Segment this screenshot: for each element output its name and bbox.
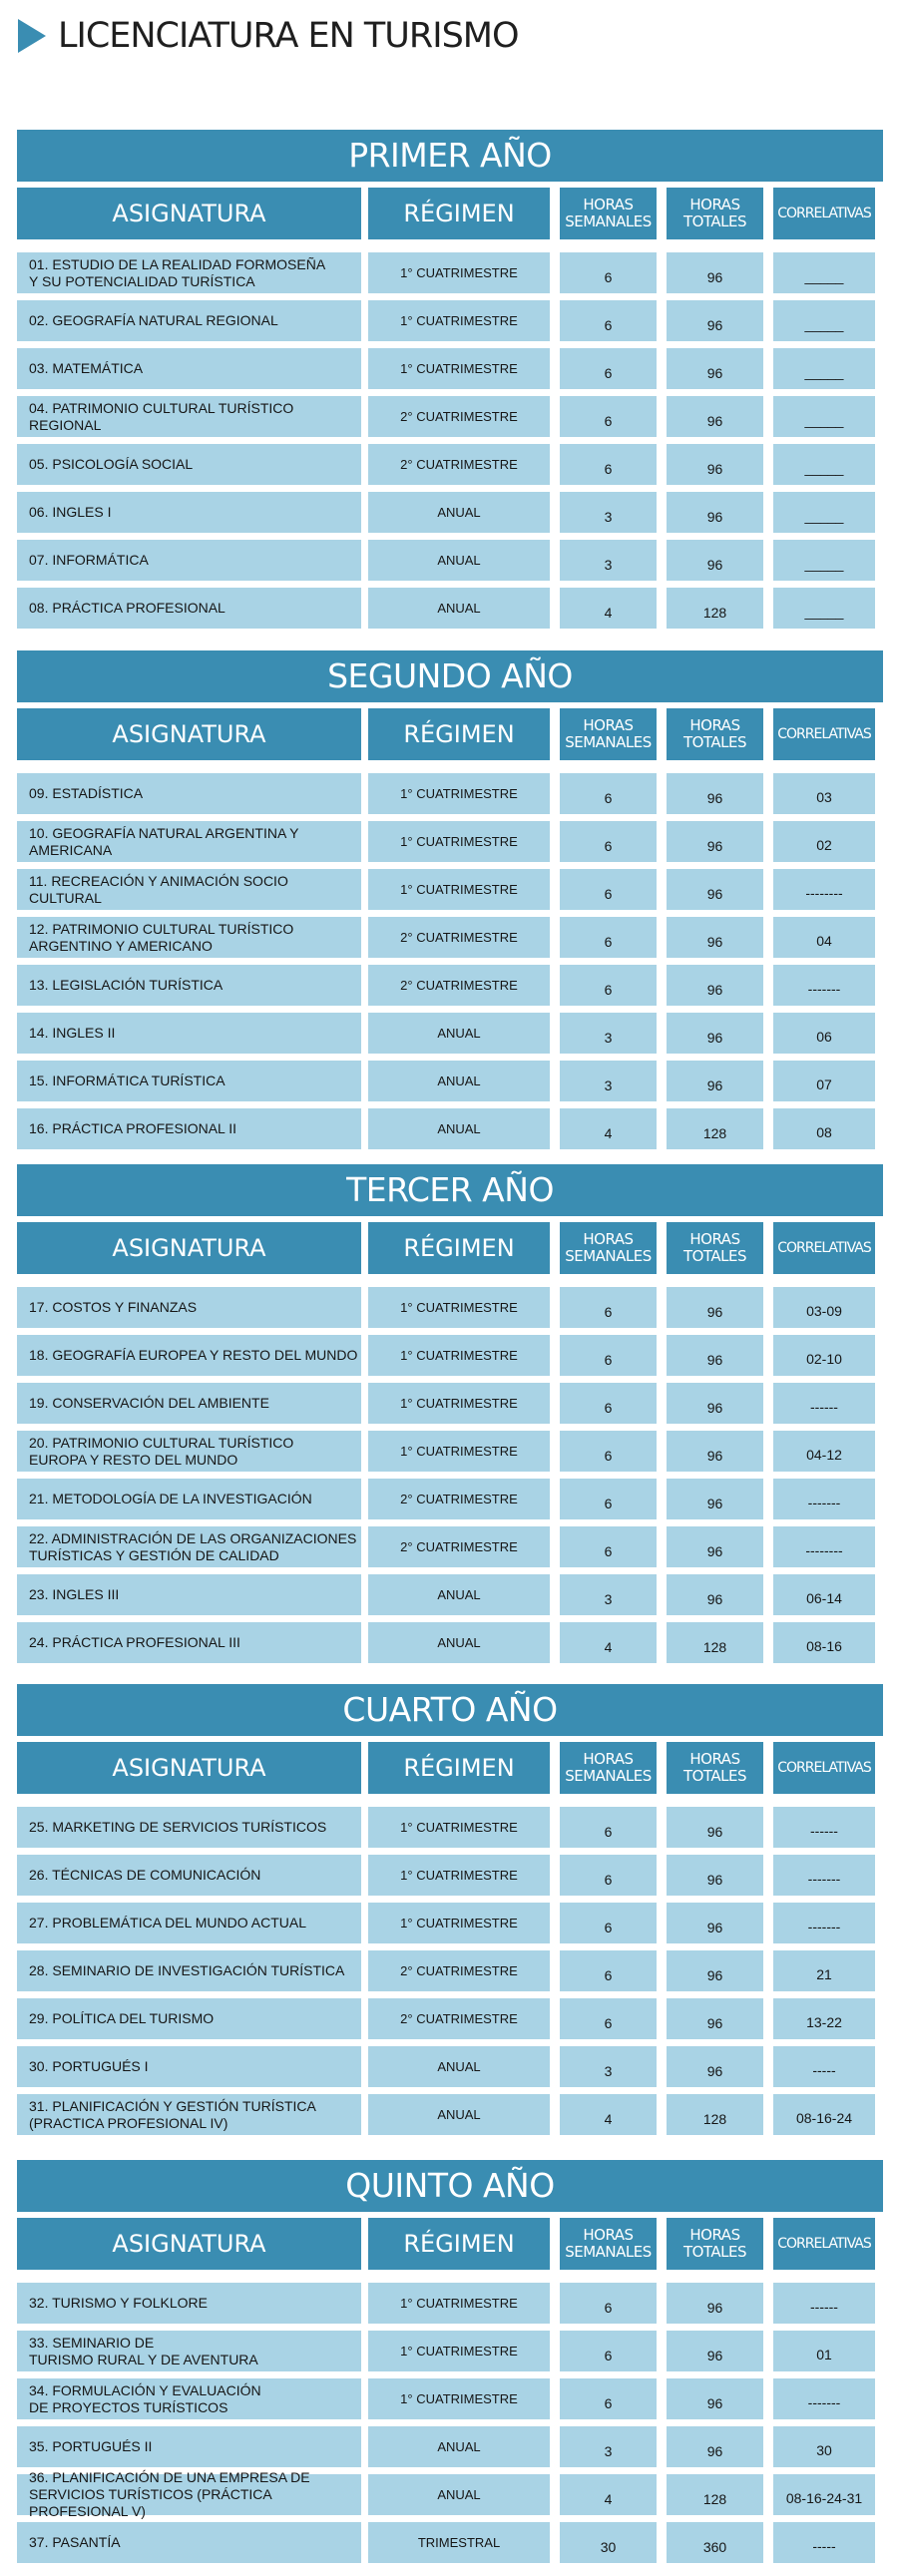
table-row — [17, 2522, 883, 2563]
weekly-hours: 3 — [560, 2426, 657, 2467]
header-regimen: RÉGIMEN — [368, 708, 550, 760]
year-section — [17, 650, 883, 1156]
table-row — [17, 444, 883, 485]
header-horas-semanales-line2: SEMANALES — [565, 2243, 652, 2261]
total-hours: 360 — [667, 2522, 763, 2563]
regime: 2° CUATRIMESTRE — [368, 1950, 550, 1991]
subject-name: 14. INGLES II — [17, 1013, 361, 1054]
header-horas-semanales-line1: HORAS — [583, 1750, 634, 1768]
header-horas-semanales-line1: HORAS — [583, 196, 634, 214]
regime: 1° CUATRIMESTRE — [368, 252, 550, 293]
subject-name: 32. TURISMO Y FOLKLORE — [17, 2283, 361, 2324]
prerequisites: 08-16 — [773, 1622, 875, 1663]
subject-name: 06. INGLES I — [17, 492, 361, 533]
weekly-hours: 6 — [560, 1479, 657, 1519]
weekly-hours: 6 — [560, 965, 657, 1006]
subject-table — [17, 252, 883, 629]
header-horas-semanales-line1: HORAS — [583, 716, 634, 734]
regime: ANUAL — [368, 1061, 550, 1101]
column-header-row — [17, 188, 883, 239]
subject-name: 30. PORTUGUÉS I — [17, 2046, 361, 2087]
table-row — [17, 869, 883, 910]
total-hours: 96 — [667, 1383, 763, 1424]
year-section — [17, 1164, 883, 1670]
prerequisites: -------- — [773, 869, 875, 910]
total-hours: 96 — [667, 2378, 763, 2419]
regime: 1° CUATRIMESTRE — [368, 300, 550, 341]
table-row — [17, 773, 883, 814]
header-horas-semanales-line1: HORAS — [583, 1230, 634, 1248]
regime: 2° CUATRIMESTRE — [368, 1998, 550, 2039]
table-row — [17, 965, 883, 1006]
total-hours: 96 — [667, 821, 763, 862]
column-header-row — [17, 1222, 883, 1274]
regime: 1° CUATRIMESTRE — [368, 773, 550, 814]
subject-name: 09. ESTADÍSTICA — [17, 773, 361, 814]
prerequisites: 06 — [773, 1013, 875, 1054]
header-horas-semanales — [560, 2218, 657, 2270]
weekly-hours: 6 — [560, 348, 657, 389]
total-hours: 96 — [667, 252, 763, 293]
weekly-hours: 6 — [560, 1855, 657, 1896]
regime: 1° CUATRIMESTRE — [368, 1287, 550, 1328]
weekly-hours: 4 — [560, 1108, 657, 1149]
prerequisites: 30 — [773, 2426, 875, 2467]
table-row — [17, 1431, 883, 1472]
table-row — [17, 2046, 883, 2087]
total-hours: 96 — [667, 1807, 763, 1848]
weekly-hours: 4 — [560, 1622, 657, 1663]
total-hours: 128 — [667, 2474, 763, 2515]
table-row — [17, 1479, 883, 1519]
regime: ANUAL — [368, 1622, 550, 1663]
prerequisites: 07 — [773, 1061, 875, 1101]
subject-name: 05. PSICOLOGÍA SOCIAL — [17, 444, 361, 485]
table-row — [17, 2331, 883, 2371]
table-row — [17, 1383, 883, 1424]
header-correlativas: CORRELATIVAS — [773, 188, 875, 239]
subject-table — [17, 773, 883, 1149]
header-correlativas: CORRELATIVAS — [773, 708, 875, 760]
subject-name: 07. INFORMÁTICA — [17, 540, 361, 581]
prerequisites: _____ — [773, 396, 875, 437]
table-row — [17, 2094, 883, 2135]
weekly-hours: 6 — [560, 396, 657, 437]
table-row — [17, 917, 883, 958]
subject-name: 03. MATEMÁTICA — [17, 348, 361, 389]
page-title: LICENCIATURA EN TURISMO — [58, 16, 519, 56]
prerequisites: _____ — [773, 252, 875, 293]
header-horas-totales-line2: TOTALES — [682, 733, 747, 751]
column-header-row — [17, 2218, 883, 2270]
regime: ANUAL — [368, 2094, 550, 2135]
subject-name: 16. PRÁCTICA PROFESIONAL II — [17, 1108, 361, 1149]
prerequisites: _____ — [773, 444, 875, 485]
header-correlativas: CORRELATIVAS — [773, 1222, 875, 1274]
total-hours: 96 — [667, 2331, 763, 2371]
weekly-hours: 6 — [560, 1903, 657, 1943]
total-hours: 96 — [667, 1431, 763, 1472]
prerequisites: _____ — [773, 588, 875, 629]
total-hours: 96 — [667, 1998, 763, 2039]
prerequisites: ------ — [773, 2283, 875, 2324]
weekly-hours: 6 — [560, 1950, 657, 1991]
weekly-hours: 6 — [560, 252, 657, 293]
table-row — [17, 1108, 883, 1149]
weekly-hours: 6 — [560, 2283, 657, 2324]
total-hours: 96 — [667, 1526, 763, 1567]
regime: ANUAL — [368, 540, 550, 581]
weekly-hours: 6 — [560, 1287, 657, 1328]
weekly-hours: 6 — [560, 869, 657, 910]
prerequisites: ----- — [773, 2522, 875, 2563]
header-horas-semanales-line2: SEMANALES — [565, 1767, 652, 1785]
weekly-hours: 4 — [560, 2094, 657, 2135]
year-section — [17, 130, 883, 636]
total-hours: 96 — [667, 2046, 763, 2087]
header-horas-semanales — [560, 1742, 657, 1794]
header-horas-semanales — [560, 708, 657, 760]
column-header-row — [17, 708, 883, 760]
prerequisites: 13-22 — [773, 1998, 875, 2039]
subject-name: 18. GEOGRAFÍA EUROPEA Y RESTO DEL MUNDO — [17, 1335, 361, 1376]
prerequisites: 08 — [773, 1108, 875, 1149]
table-row — [17, 2283, 883, 2324]
prerequisites: -------- — [773, 1526, 875, 1567]
subject-name: 21. METODOLOGÍA DE LA INVESTIGACIÓN — [17, 1479, 361, 1519]
total-hours: 96 — [667, 2283, 763, 2324]
total-hours: 96 — [667, 444, 763, 485]
header-regimen: RÉGIMEN — [368, 1742, 550, 1794]
weekly-hours: 6 — [560, 1431, 657, 1472]
year-title: CUARTO AÑO — [17, 1684, 883, 1736]
regime: 2° CUATRIMESTRE — [368, 965, 550, 1006]
regime: TRIMESTRAL — [368, 2522, 550, 2563]
prerequisites: 02 — [773, 821, 875, 862]
prerequisites: 06-14 — [773, 1574, 875, 1615]
header-horas-totales-line1: HORAS — [689, 2226, 740, 2244]
weekly-hours: 6 — [560, 2331, 657, 2371]
weekly-hours: 3 — [560, 492, 657, 533]
prerequisites: _____ — [773, 540, 875, 581]
subject-name: 36. PLANIFICACIÓN DE UNA EMPRESA DE SERVICIOS TURÍSTICOS (PRÁCTICA PROFESIONAL V) — [17, 2474, 361, 2515]
header-horas-totales — [667, 1742, 763, 1794]
total-hours: 96 — [667, 1335, 763, 1376]
regime: ANUAL — [368, 2046, 550, 2087]
regime: 1° CUATRIMESTRE — [368, 1431, 550, 1472]
total-hours: 128 — [667, 1108, 763, 1149]
table-row — [17, 396, 883, 437]
subject-name: 25. MARKETING DE SERVICIOS TURÍSTICOS — [17, 1807, 361, 1848]
regime: 2° CUATRIMESTRE — [368, 917, 550, 958]
subject-table — [17, 1287, 883, 1663]
weekly-hours: 30 — [560, 2522, 657, 2563]
table-row — [17, 1013, 883, 1054]
header-horas-totales — [667, 188, 763, 239]
table-row — [17, 540, 883, 581]
prerequisites: 21 — [773, 1950, 875, 1991]
year-section — [17, 1684, 883, 2142]
total-hours: 128 — [667, 1622, 763, 1663]
header-horas-semanales-line2: SEMANALES — [565, 733, 652, 751]
prerequisites: ------ — [773, 1807, 875, 1848]
regime: 1° CUATRIMESTRE — [368, 348, 550, 389]
year-title: SEGUNDO AÑO — [17, 650, 883, 702]
total-hours: 96 — [667, 1479, 763, 1519]
prerequisites: ------ — [773, 1383, 875, 1424]
total-hours: 96 — [667, 396, 763, 437]
header-horas-semanales-line2: SEMANALES — [565, 1247, 652, 1265]
prerequisites: 01 — [773, 2331, 875, 2371]
weekly-hours: 6 — [560, 1335, 657, 1376]
table-row — [17, 1061, 883, 1101]
prerequisites: 03 — [773, 773, 875, 814]
prerequisites: 02-10 — [773, 1335, 875, 1376]
weekly-hours: 6 — [560, 444, 657, 485]
header-horas-totales-line2: TOTALES — [682, 2243, 747, 2261]
weekly-hours: 6 — [560, 1383, 657, 1424]
regime: 1° CUATRIMESTRE — [368, 1855, 550, 1896]
play-triangle-icon — [18, 19, 46, 53]
regime: 1° CUATRIMESTRE — [368, 1807, 550, 1848]
subject-name: 26. TÉCNICAS DE COMUNICACIÓN — [17, 1855, 361, 1896]
weekly-hours: 6 — [560, 1807, 657, 1848]
regime: 1° CUATRIMESTRE — [368, 2331, 550, 2371]
subject-name: 37. PASANTÍA — [17, 2522, 361, 2563]
weekly-hours: 4 — [560, 2474, 657, 2515]
column-header-row — [17, 1742, 883, 1794]
regime: 1° CUATRIMESTRE — [368, 1903, 550, 1943]
table-row — [17, 492, 883, 533]
prerequisites: ------- — [773, 1479, 875, 1519]
weekly-hours: 6 — [560, 300, 657, 341]
header-horas-totales — [667, 1222, 763, 1274]
total-hours: 96 — [667, 1855, 763, 1896]
table-row — [17, 1807, 883, 1848]
header-horas-totales-line1: HORAS — [689, 196, 740, 214]
subject-name: 11. RECREACIÓN Y ANIMACIÓN SOCIO CULTURAL — [17, 869, 361, 910]
subject-name: 19. CONSERVACIÓN DEL AMBIENTE — [17, 1383, 361, 1424]
weekly-hours: 3 — [560, 2046, 657, 2087]
table-row — [17, 2469, 883, 2519]
header-horas-totales — [667, 2218, 763, 2270]
header-horas-totales-line1: HORAS — [689, 1230, 740, 1248]
header-horas-semanales-line2: SEMANALES — [565, 213, 652, 230]
subject-table — [17, 1807, 883, 2135]
header-horas-totales-line1: HORAS — [689, 1750, 740, 1768]
year-title: TERCER AÑO — [17, 1164, 883, 1216]
header-horas-totales — [667, 708, 763, 760]
subject-name: 15. INFORMÁTICA TURÍSTICA — [17, 1061, 361, 1101]
total-hours: 96 — [667, 540, 763, 581]
prerequisites: _____ — [773, 348, 875, 389]
header-asignatura: ASIGNATURA — [17, 2218, 361, 2270]
header-correlativas: CORRELATIVAS — [773, 1742, 875, 1794]
table-row — [17, 588, 883, 629]
regime: ANUAL — [368, 588, 550, 629]
table-row — [17, 1855, 883, 1896]
regime: 1° CUATRIMESTRE — [368, 1335, 550, 1376]
subject-name: 27. PROBLEMÁTICA DEL MUNDO ACTUAL — [17, 1903, 361, 1943]
total-hours: 96 — [667, 300, 763, 341]
subject-name: 24. PRÁCTICA PROFESIONAL III — [17, 1622, 361, 1663]
regime: ANUAL — [368, 1108, 550, 1149]
header-asignatura: ASIGNATURA — [17, 188, 361, 239]
weekly-hours: 4 — [560, 588, 657, 629]
regime: 2° CUATRIMESTRE — [368, 396, 550, 437]
table-row — [17, 1335, 883, 1376]
subject-name: 34. FORMULACIÓN Y EVALUACIÓN DE PROYECTOS TURÍSTICOS — [17, 2378, 361, 2419]
table-row — [17, 821, 883, 862]
regime: 1° CUATRIMESTRE — [368, 2378, 550, 2419]
total-hours: 96 — [667, 1061, 763, 1101]
subject-name: 33. SEMINARIO DE TURISMO RURAL Y DE AVENTURA — [17, 2331, 361, 2371]
regime: 1° CUATRIMESTRE — [368, 1383, 550, 1424]
header-horas-totales-line2: TOTALES — [682, 1767, 747, 1785]
header-horas-totales-line2: TOTALES — [682, 213, 747, 230]
subject-name: 23. INGLES III — [17, 1574, 361, 1615]
prerequisites: 08-16-24-31 — [773, 2474, 875, 2515]
table-row — [17, 2426, 883, 2467]
total-hours: 96 — [667, 1903, 763, 1943]
prerequisites: 04-12 — [773, 1431, 875, 1472]
prerequisites: 08-16-24 — [773, 2094, 875, 2135]
subject-name: 04. PATRIMONIO CULTURAL TURÍSTICO REGIONAL — [17, 396, 361, 437]
subject-name: 29. POLÍTICA DEL TURISMO — [17, 1998, 361, 2039]
total-hours: 96 — [667, 917, 763, 958]
header-horas-semanales — [560, 1222, 657, 1274]
total-hours: 128 — [667, 588, 763, 629]
header-regimen: RÉGIMEN — [368, 2218, 550, 2270]
subject-name: 10. GEOGRAFÍA NATURAL ARGENTINA Y AMERICANA — [17, 821, 361, 862]
total-hours: 96 — [667, 2426, 763, 2467]
total-hours: 96 — [667, 1574, 763, 1615]
prerequisites: ------- — [773, 965, 875, 1006]
weekly-hours: 6 — [560, 821, 657, 862]
prerequisites: 04 — [773, 917, 875, 958]
total-hours: 128 — [667, 2094, 763, 2135]
weekly-hours: 6 — [560, 773, 657, 814]
total-hours: 96 — [667, 348, 763, 389]
total-hours: 96 — [667, 1950, 763, 1991]
weekly-hours: 3 — [560, 1574, 657, 1615]
table-row — [17, 1903, 883, 1943]
table-row — [17, 252, 883, 293]
header-asignatura: ASIGNATURA — [17, 708, 361, 760]
total-hours: 96 — [667, 869, 763, 910]
table-row — [17, 300, 883, 341]
year-title: QUINTO AÑO — [17, 2160, 883, 2212]
table-row — [17, 1950, 883, 1991]
subject-name: 13. LEGISLACIÓN TURÍSTICA — [17, 965, 361, 1006]
header-regimen: RÉGIMEN — [368, 188, 550, 239]
total-hours: 96 — [667, 1287, 763, 1328]
prerequisites: _____ — [773, 300, 875, 341]
header-regimen: RÉGIMEN — [368, 1222, 550, 1274]
prerequisites: ------- — [773, 1903, 875, 1943]
weekly-hours: 3 — [560, 540, 657, 581]
header-horas-semanales-line1: HORAS — [583, 2226, 634, 2244]
subject-name: 12. PATRIMONIO CULTURAL TURÍSTICO ARGENTINO Y AMERICANO — [17, 917, 361, 958]
weekly-hours: 6 — [560, 917, 657, 958]
regime: ANUAL — [368, 1574, 550, 1615]
weekly-hours: 3 — [560, 1013, 657, 1054]
total-hours: 96 — [667, 965, 763, 1006]
subject-name: 20. PATRIMONIO CULTURAL TURÍSTICO EUROPA Y RESTO DEL MUNDO — [17, 1431, 361, 1472]
prerequisites: ----- — [773, 2046, 875, 2087]
year-title: PRIMER AÑO — [17, 130, 883, 182]
subject-name: 35. PORTUGUÉS II — [17, 2426, 361, 2467]
regime: 1° CUATRIMESTRE — [368, 821, 550, 862]
year-section — [17, 2160, 883, 2570]
subject-name: 17. COSTOS Y FINANZAS — [17, 1287, 361, 1328]
subject-name: 02. GEOGRAFÍA NATURAL REGIONAL — [17, 300, 361, 341]
page-header — [18, 14, 519, 58]
prerequisites: ------- — [773, 1855, 875, 1896]
regime: 1° CUATRIMESTRE — [368, 869, 550, 910]
table-row — [17, 1574, 883, 1615]
header-asignatura: ASIGNATURA — [17, 1742, 361, 1794]
total-hours: 96 — [667, 492, 763, 533]
weekly-hours: 3 — [560, 1061, 657, 1101]
regime: 2° CUATRIMESTRE — [368, 1479, 550, 1519]
table-row — [17, 1526, 883, 1567]
prerequisites: _____ — [773, 492, 875, 533]
regime: ANUAL — [368, 2474, 550, 2515]
weekly-hours: 6 — [560, 1998, 657, 2039]
weekly-hours: 6 — [560, 2378, 657, 2419]
total-hours: 96 — [667, 1013, 763, 1054]
subject-table — [17, 2283, 883, 2563]
subject-name: 01. ESTUDIO DE LA REALIDAD FORMOSEÑA Y SU POTENCIALIDAD TURÍSTICA — [17, 252, 361, 293]
subject-name: 22. ADMINISTRACIÓN DE LAS ORGANIZACIONES TURÍSTICAS Y GESTIÓN DE CALIDAD — [17, 1526, 361, 1567]
prerequisites: ------- — [773, 2378, 875, 2419]
regime: ANUAL — [368, 492, 550, 533]
weekly-hours: 6 — [560, 1526, 657, 1567]
table-row — [17, 348, 883, 389]
table-row — [17, 1287, 883, 1328]
regime: 2° CUATRIMESTRE — [368, 1526, 550, 1567]
table-row — [17, 2378, 883, 2419]
subject-name: 31. PLANIFICACIÓN Y GESTIÓN TURÍSTICA (PRACTICA PROFESIONAL IV) — [17, 2094, 361, 2135]
prerequisites: 03-09 — [773, 1287, 875, 1328]
regime: ANUAL — [368, 1013, 550, 1054]
regime: 2° CUATRIMESTRE — [368, 444, 550, 485]
table-row — [17, 1622, 883, 1663]
header-asignatura: ASIGNATURA — [17, 1222, 361, 1274]
regime: 1° CUATRIMESTRE — [368, 2283, 550, 2324]
header-horas-totales-line2: TOTALES — [682, 1247, 747, 1265]
header-horas-totales-line1: HORAS — [689, 716, 740, 734]
total-hours: 96 — [667, 773, 763, 814]
subject-name: 28. SEMINARIO DE INVESTIGACIÓN TURÍSTICA — [17, 1950, 361, 1991]
regime: ANUAL — [368, 2426, 550, 2467]
table-row — [17, 1998, 883, 2039]
header-correlativas: CORRELATIVAS — [773, 2218, 875, 2270]
header-horas-semanales — [560, 188, 657, 239]
subject-name: 08. PRÁCTICA PROFESIONAL — [17, 588, 361, 629]
